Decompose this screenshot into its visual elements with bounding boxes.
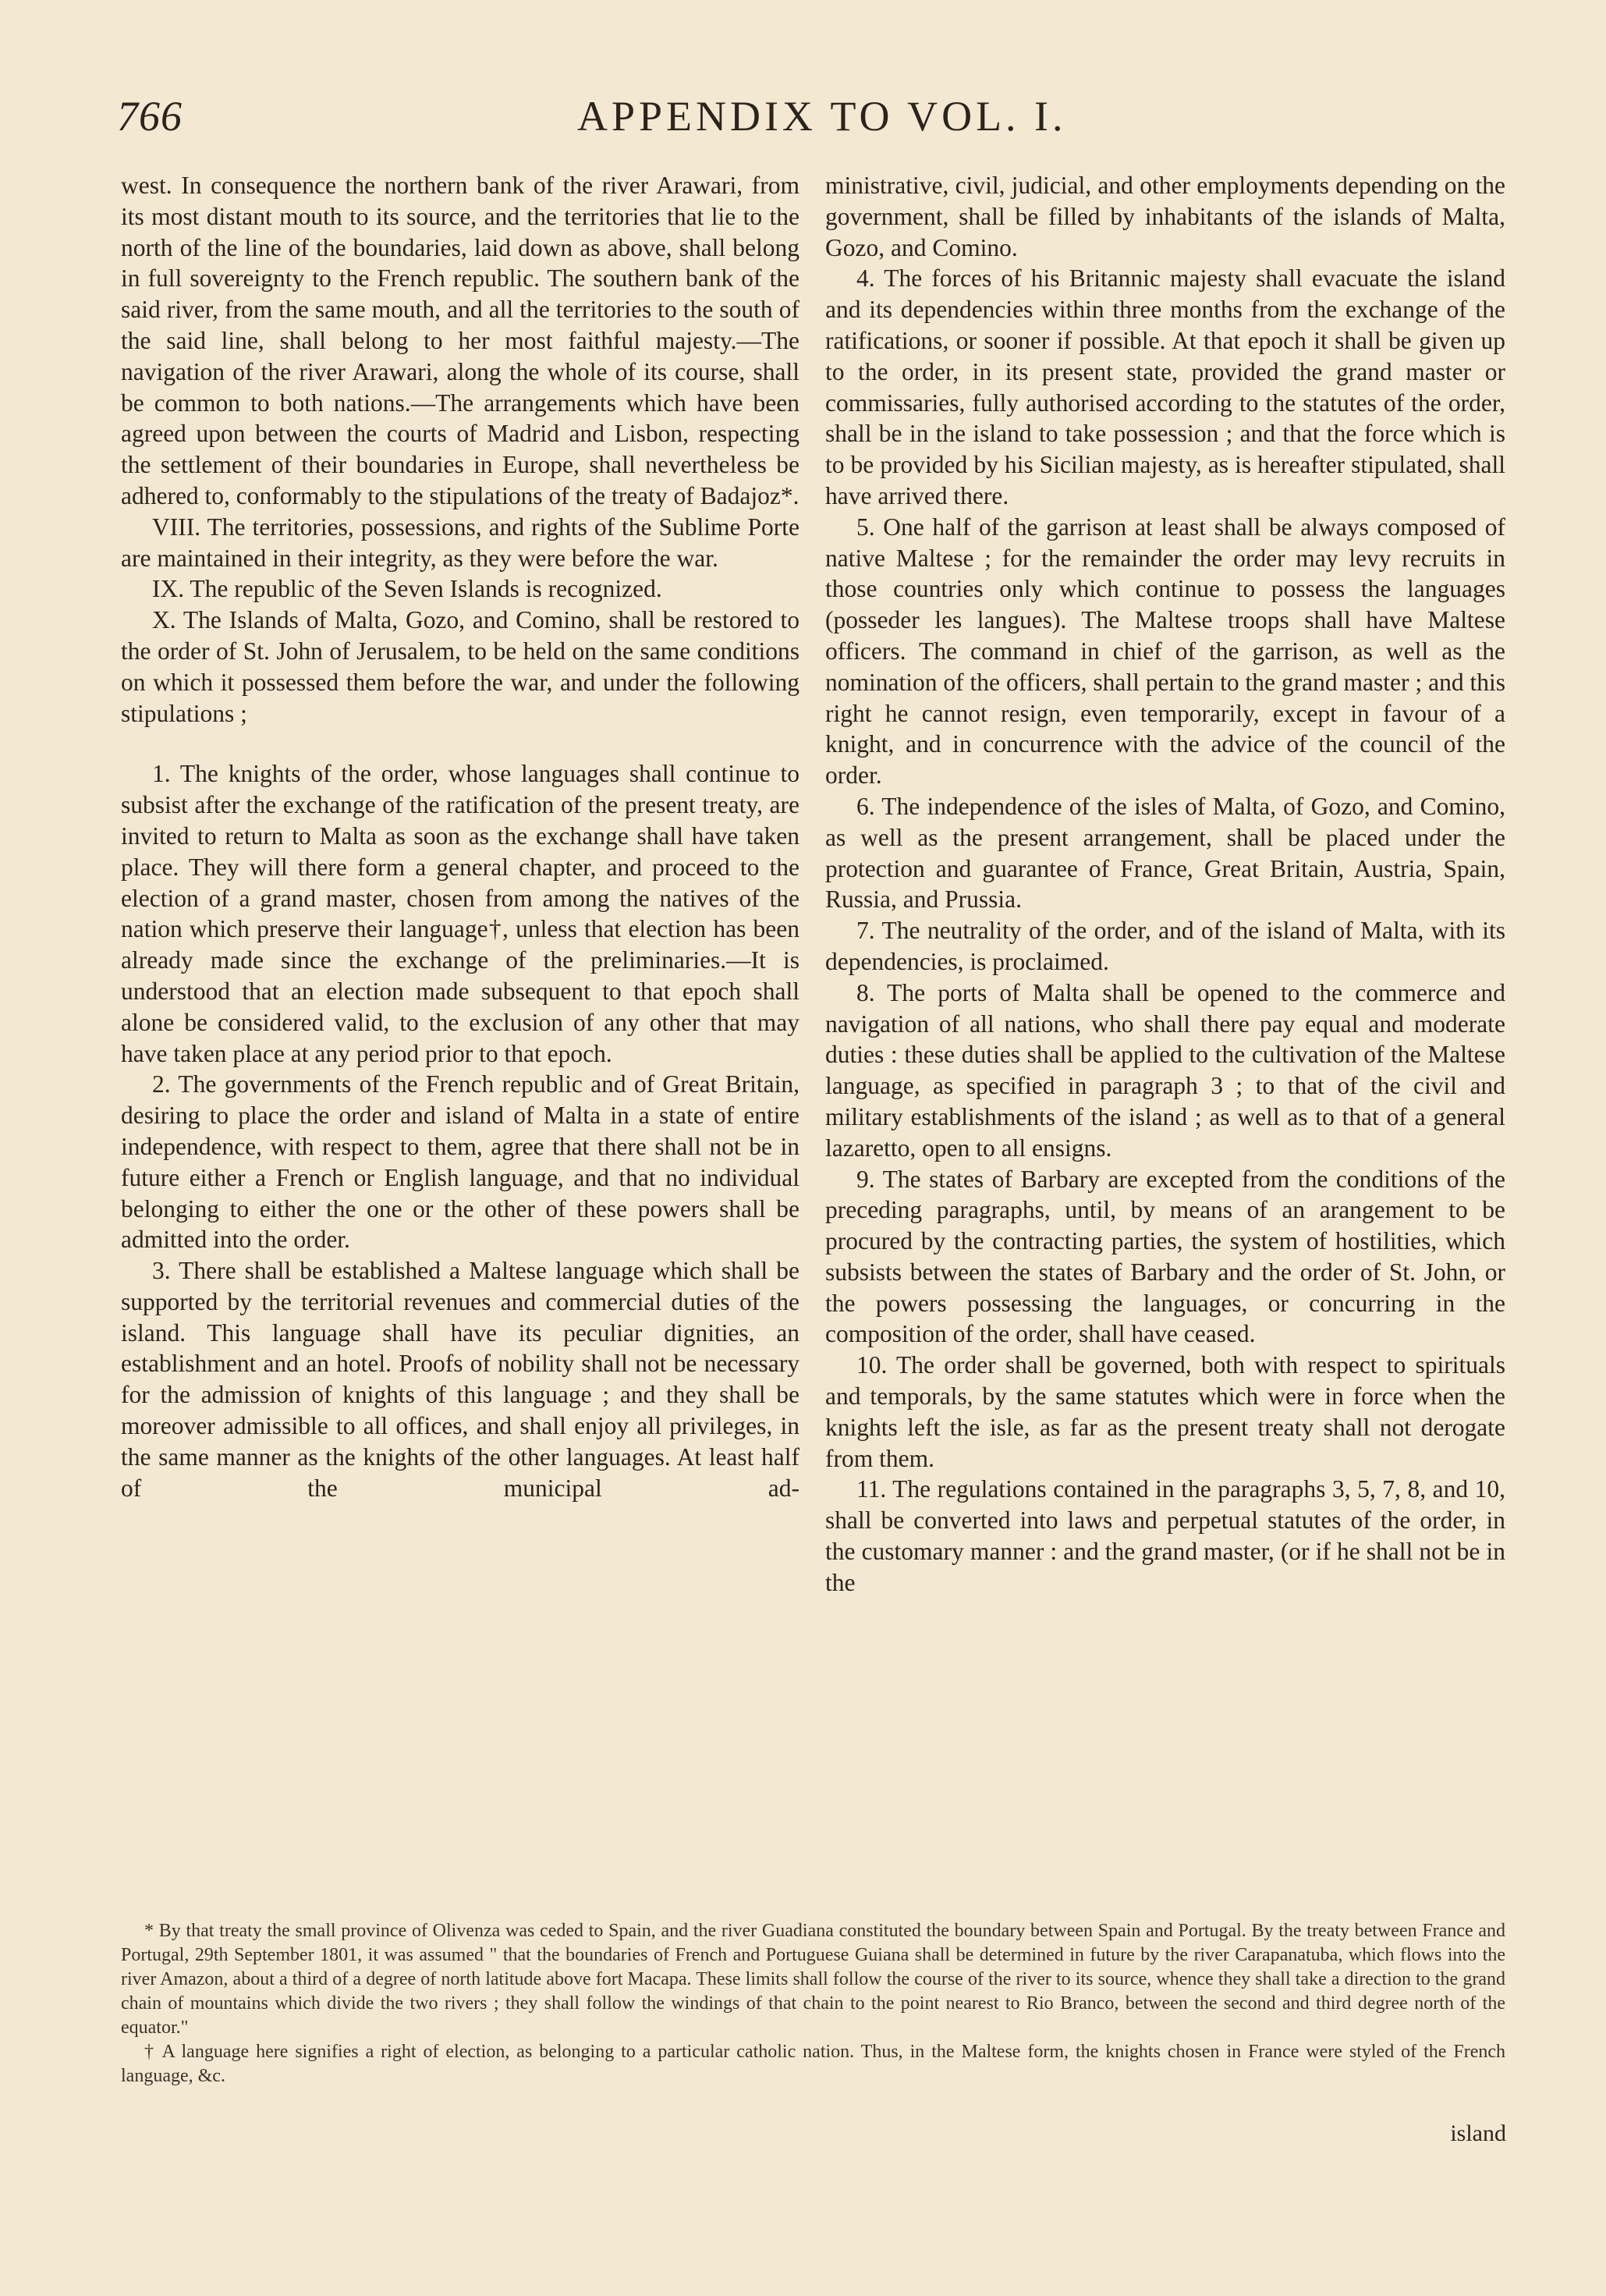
stipulation-9: 9. The states of Barbary are excepted from the conditions of the preceding paragraphs, until, by means of an arangement to be procured by the contracting parties, the system of hostilities, which subsists between the states of Barbary and the order of St. John, or the powers possessing the languages, or concurring in the composition of the order, shall have ceased. [825, 1165, 1505, 1348]
article-ix: IX. The republic of the Seven Islands is recognized. [152, 575, 662, 603]
paragraph: ministrative, civil, judicial, and other employments depending on the government, shall be filled by inhabitants of the islands of Malta, Gozo, and Comino. [825, 172, 1505, 261]
footnote-dagger: † A language here signifies a right of election, as belonging to a particular catholic nation. Thus, in the Maltese form, the knights chosen in France were styled of the French language, &c. [121, 2042, 1505, 2086]
stipulation-2: 2. The governments of the French republic and of Great Britain, desiring to place the order and island of Malta in a state of entire independence, with respect to them, agree that there shall not be in future either a French or English language, and that no individual belonging to either the one or the other of these powers shall be admitted into the order. [121, 1070, 799, 1254]
stipulation-3: 3. There shall be established a Maltese language which shall be supported by the territorial revenues and commercial duties of the island. This language shall have its peculiar dignities, an establishment and an hotel. Proofs of nobility shall not be necessary for the admission of knights of this language ; and they shall be moreover admissible to all offices, and shall enjoy all privileges, in the same manner as the knights of the other languages. At least half of the municipal ad- [121, 1257, 799, 1502]
stipulation-6: 6. The independence of the isles of Malta, of Gozo, and Comino, as well as the present arrangement, shall be placed under the protection and guarantee of France, Great Britain, Austria, Spain, Russia, and Prussia. [825, 792, 1505, 914]
stipulation-1: 1. The knights of the order, whose languages shall continue to subsist after the exchange of the ratification of the present treaty, are invited to return to Malta as soon as the exchange shall have taken place. They will there form a general chapter, and proceed to the election of a grand master, chosen from among the natives of the nation which preserve their language†, unless that election has been already made since the exchange of the preliminaries.—It is understood that an election made subsequent to that epoch shall alone be considered valid, to the exclusion of any other that may have taken place at any period prior to that epoch. [121, 760, 799, 1067]
article-x: X. The Islands of Malta, Gozo, and Comino, shall be restored to the order of St. John of Jerusalem, to be held on the same conditions on which it possessed them before the war, and under the following stipulations ; [121, 606, 799, 727]
stipulation-11: 11. The regulations contained in the paragraphs 3, 5, 7, 8, and 10, shall be converted into laws and perpetual statutes of the order, in the customary manner : and the grand master, (or if he shall not be in the [825, 1475, 1505, 1596]
footnote-asterisk: * By that treaty the small province of Olivenza was ceded to Spain, and the river Guadiana constituted the boundary between Spain and Portugal. By the treaty between France and Portugal, 29th September 1801, it was assumed " that the boundaries of French and Portuguese Guiana shall be determined in future by the river Carapanatuba, which flows into the river Amazon, about a third of a degree of north latitude above fort Macapa. These limits shall follow the course of the river to its source, whence they shall take a direction to the grand chain of mountains which divide the two rivers ; they shall follow the windings of that chain to the point nearest to Rio Branco, between the second and third degree north of the equator." [121, 1921, 1505, 2038]
right-column [825, 170, 1505, 1599]
stipulation-8: 8. The ports of Malta shall be opened to the commerce and navigation of all nations, who shall there pay equal and moderate duties : these duties shall be applied to the cultivation of the Maltese language, as specified in paragraph 3 ; to that of the civil and military establishments of the island ; as well as to that of a general lazaretto, open to all ensigns. [825, 978, 1505, 1162]
footnotes [121, 1919, 1505, 2088]
stipulation-4: 4. The forces of his Britannic majesty shall evacuate the island and its dependencies within three months from the exchange of the ratifications, or sooner if possible. At that epoch it shall be given up to the order, in its present state, provided the grand master or commissaries, fully authorised according to the statutes of the order, shall be in the island to take possession ; and that the force which is to be provided by his Sicilian majesty, as is hereafter stipulated, shall have arrived there. [825, 264, 1505, 509]
stipulation-5: 5. One half of the garrison at least shall be always composed of native Maltese ; for the remainder the order may levy recruits in those countries only which continue to possess the languages (posseder les langues). The Maltese troops shall have Maltese officers. The command in chief of the garrison, as well as the nomination of the officers, shall pertain to the grand master ; and this right he cannot resign, even temporarily, except in favour of a knight, and in concurrence with the advice of the council of the order. [825, 513, 1505, 790]
stipulation-7: 7. The neutrality of the order, and of the island of Malta, with its dependencies, is proclaimed. [825, 917, 1505, 975]
paragraph: west. In consequence the northern bank of the river Arawari, from its most distant mouth to its source, and the territories that lie to the north of the line of the boundaries, laid down as above, shall belong in full sovereignty to the French republic. The southern bank of the said river, from the same mouth, and all the territories to the south of the said line, shall belong to her most faithful majesty.—The navigation of the river Arawari, along the whole of its course, shall be common to both nations.—The arrangements which have been agreed upon between the courts of Madrid and Lisbon, respecting the settlement of their boundaries in Europe, shall nevertheless be adhered to, conformably to the stipulations of the treaty of Badajoz*. [121, 172, 799, 509]
catchword: island [1450, 2120, 1506, 2146]
left-column [121, 170, 799, 1503]
page-number: 766 [117, 93, 183, 140]
stipulation-10: 10. The order shall be governed, both with respect to spirituals and temporals, by the same statutes which were in force when the knights left the isle, as far as the present treaty shall not derogate from them. [825, 1351, 1505, 1472]
running-head: APPENDIX TO VOL. I. [577, 93, 1067, 140]
article-viii: VIII. The territories, possessions, and rights of the Sublime Porte are maintained in their integrity, as they were before the war. [121, 513, 799, 572]
